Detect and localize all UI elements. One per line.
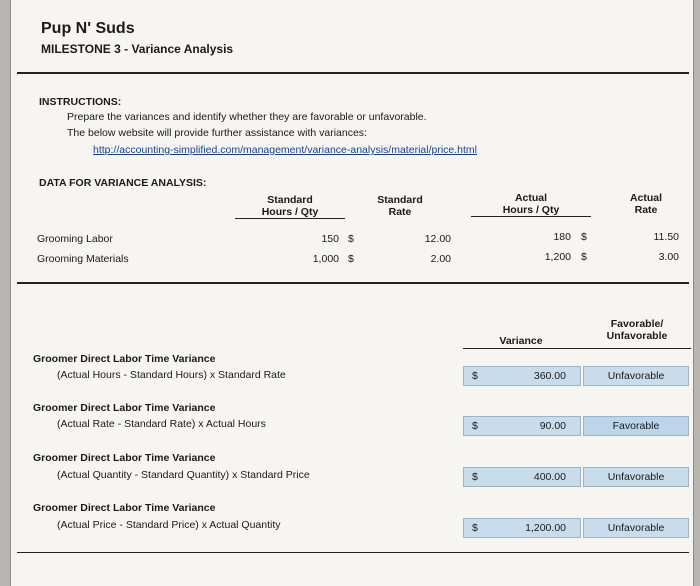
materials-std-rate-currency: $ [348,253,354,265]
labor-std-rate: 12.00 [424,233,451,245]
labor-act-qty: 180 [553,231,571,243]
col-header-std-qty-line2: Hours / Qty [235,206,345,219]
col-header-std-qty [235,194,345,219]
variance-1-currency: $ [472,370,478,382]
worksheet [10,0,694,586]
variance-4-title: Groomer Direct Labor Time Variance [33,502,216,514]
variance-3-amount-cell [463,467,581,487]
col-header-favorable [581,318,693,342]
page-subtitle: MILESTONE 3 - Variance Analysis [41,42,234,56]
col-header-act-qty-line2: Hours / Qty [471,204,591,217]
row-label-labor: Grooming Labor [37,233,113,245]
variance-1-status: Unfavorable [583,366,689,386]
col-header-act-qty [471,192,591,217]
materials-act-qty: 1,200 [544,251,571,263]
col-header-variance: Variance [499,335,543,347]
variance-2-formula: (Actual Rate - Standard Rate) x Actual Hours [57,418,266,430]
variance-1-formula: (Actual Hours - Standard Hours) x Standard Rate [57,369,286,381]
instructions-line-2: The below website will provide further assistance with variances: [67,127,367,139]
variance-2-amount: 90.00 [539,420,566,432]
variance-3-currency: $ [472,471,478,483]
variance-2-currency: $ [472,420,478,432]
materials-std-qty: 1,000 [312,253,339,265]
data-heading: DATA FOR VARIANCE ANALYSIS: [39,177,207,189]
materials-act-rate: 3.00 [658,251,679,263]
header-divider [17,72,689,74]
variance-4-formula: (Actual Price - Standard Price) x Actual Quantity [57,519,281,531]
labor-std-qty: 150 [321,233,339,245]
variance-4-amount-cell [463,518,581,538]
materials-act-rate-currency: $ [581,251,587,263]
variance-1-title: Groomer Direct Labor Time Variance [33,353,216,365]
labor-act-rate: 11.50 [653,231,679,243]
variance-4-status: Unfavorable [583,518,689,538]
variance-1-amount-cell [463,366,581,386]
variance-4-amount: 1,200.00 [525,522,566,534]
instructions-heading: INSTRUCTIONS: [39,96,122,108]
col-header-favorable-line2: Unfavorable [606,330,668,342]
row-label-materials: Grooming Materials [37,253,129,265]
col-header-std-rate-line1: Standard [377,194,423,206]
instructions-line-1: Prepare the variances and identify whether they are favorable or unfavorable. [67,111,427,123]
data-divider [17,282,689,284]
variance-3-title: Groomer Direct Labor Time Variance [33,452,216,464]
variance-3-status: Unfavorable [583,467,689,487]
variance-2-amount-cell [463,416,581,436]
col-header-std-qty-line1: Standard [267,194,313,206]
col-header-act-rate-line1: Actual [629,192,663,204]
bottom-rule [17,552,689,553]
reference-link[interactable]: http://accounting-simplified.com/management/variance-analysis/material/price.html [93,144,477,156]
variance-2-status: Favorable [583,416,689,436]
variance-1-amount: 360.00 [533,370,566,382]
labor-act-rate-currency: $ [581,231,587,243]
col-header-std-rate-line2: Rate [388,206,412,218]
variance-2-title: Groomer Direct Labor Time Variance [33,402,216,414]
col-header-favorable-line1: Favorable/ [610,318,664,330]
col-header-act-qty-line1: Actual [514,192,548,204]
col-header-act-rate [601,192,691,216]
col-header-std-rate [355,194,445,218]
variance-header-rule [463,348,691,349]
variance-4-currency: $ [472,522,478,534]
materials-std-rate: 2.00 [430,253,451,265]
variance-3-amount: 400.00 [533,471,566,483]
page-title: Pup N' Suds [41,20,135,37]
variance-3-formula: (Actual Quantity - Standard Quantity) x Standard Price [57,469,310,481]
labor-std-rate-currency: $ [348,233,354,245]
col-header-act-rate-line2: Rate [634,204,658,216]
